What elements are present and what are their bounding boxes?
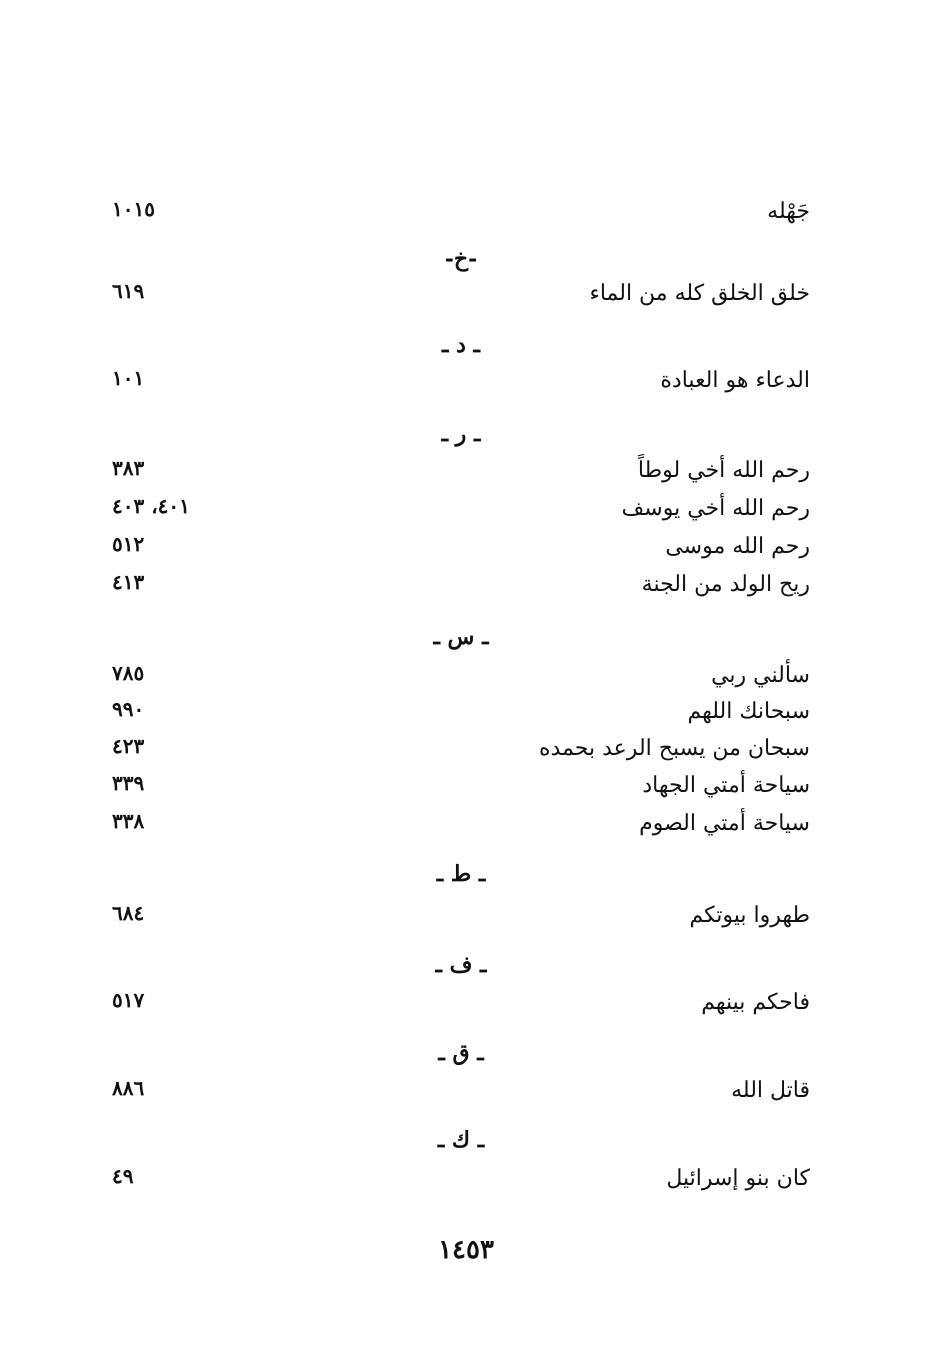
entry-page-ref: ٥١٧ — [112, 988, 145, 1012]
index-entry — [100, 694, 810, 730]
section-letter-heading: ـ ك ـ — [437, 1127, 485, 1153]
entry-phrase: طهروا بيوتكم — [689, 903, 810, 928]
entry-page-ref: ٧٨٥ — [112, 661, 145, 685]
entry-phrase: سياحة أمتي الجهاد — [642, 773, 810, 798]
entry-phrase: سبحان من يسبح الرعد بحمده — [539, 736, 810, 761]
entry-phrase: قاتل الله — [731, 1078, 810, 1103]
entry-phrase: رحم الله أخي لوطاً — [637, 458, 810, 483]
section-letter-heading: ـ ق ـ — [438, 1040, 484, 1066]
entry-phrase: سبحانك اللهم — [687, 699, 810, 724]
index-entry — [100, 1073, 810, 1109]
entry-phrase: رحم الله أخي يوسف — [621, 496, 810, 521]
entry-page-ref: ٤١٣ — [112, 570, 145, 594]
entry-page-ref: ٦٨٤ — [112, 901, 145, 925]
index-entry — [100, 491, 810, 527]
entry-page-ref: ٣٣٨ — [112, 809, 145, 833]
entry-page-ref: ٤٠١، ٤٠٣ — [112, 494, 190, 518]
index-entry — [100, 1161, 810, 1197]
index-entry — [100, 898, 810, 934]
entry-phrase: سألني ربي — [711, 663, 810, 688]
entry-phrase: رحم الله موسى — [665, 534, 810, 559]
index-entry — [100, 731, 810, 767]
index-entry — [100, 363, 810, 399]
entry-phrase: كان بنو إسرائيل — [666, 1166, 810, 1191]
entry-phrase: ريح الولد من الجنة — [641, 572, 810, 597]
entry-page-ref: ٤٢٣ — [112, 734, 145, 758]
section-letter-heading: ـ ط ـ — [436, 861, 486, 887]
index-entry — [100, 276, 810, 312]
entry-page-ref: ٣٣٩ — [112, 771, 145, 795]
entry-phrase: سياحة أمتي الصوم — [639, 811, 810, 836]
entry-phrase: الدعاء هو العبادة — [660, 368, 810, 393]
index-entry — [100, 985, 810, 1021]
section-letter-heading: ـ د ـ — [441, 332, 480, 358]
entry-page-ref: ٣٨٣ — [112, 456, 145, 480]
entry-phrase: خلق الخلق كله من الماء — [589, 281, 810, 306]
section-letter-heading: ـ ر ـ — [441, 421, 481, 447]
index-entry — [100, 768, 810, 804]
entry-page-ref: ١٠١ — [112, 366, 145, 390]
index-entry — [100, 658, 810, 694]
page-number: ١٤٥٣ — [438, 1235, 494, 1265]
entry-phrase: جَهْله — [767, 199, 810, 224]
entry-page-ref: ٩٩٠ — [112, 697, 145, 721]
index-entry — [100, 806, 810, 842]
index-entry — [100, 567, 810, 603]
section-letter-heading: -خ- — [444, 246, 478, 272]
entry-page-ref: ٨٨٦ — [112, 1076, 145, 1100]
entry-phrase: فاحكم بينهم — [701, 990, 810, 1015]
section-letter-heading: ـ س ـ — [433, 624, 489, 650]
index-entry — [100, 194, 810, 230]
entry-page-ref: ٤٩ — [112, 1164, 134, 1188]
index-entry — [100, 453, 810, 489]
entry-page-ref: ٥١٢ — [112, 532, 145, 556]
index-entry — [100, 529, 810, 565]
entry-page-ref: ٦١٩ — [112, 279, 145, 303]
section-letter-heading: ـ ف ـ — [435, 952, 487, 978]
entry-page-ref: ١٠١٥ — [112, 197, 155, 221]
